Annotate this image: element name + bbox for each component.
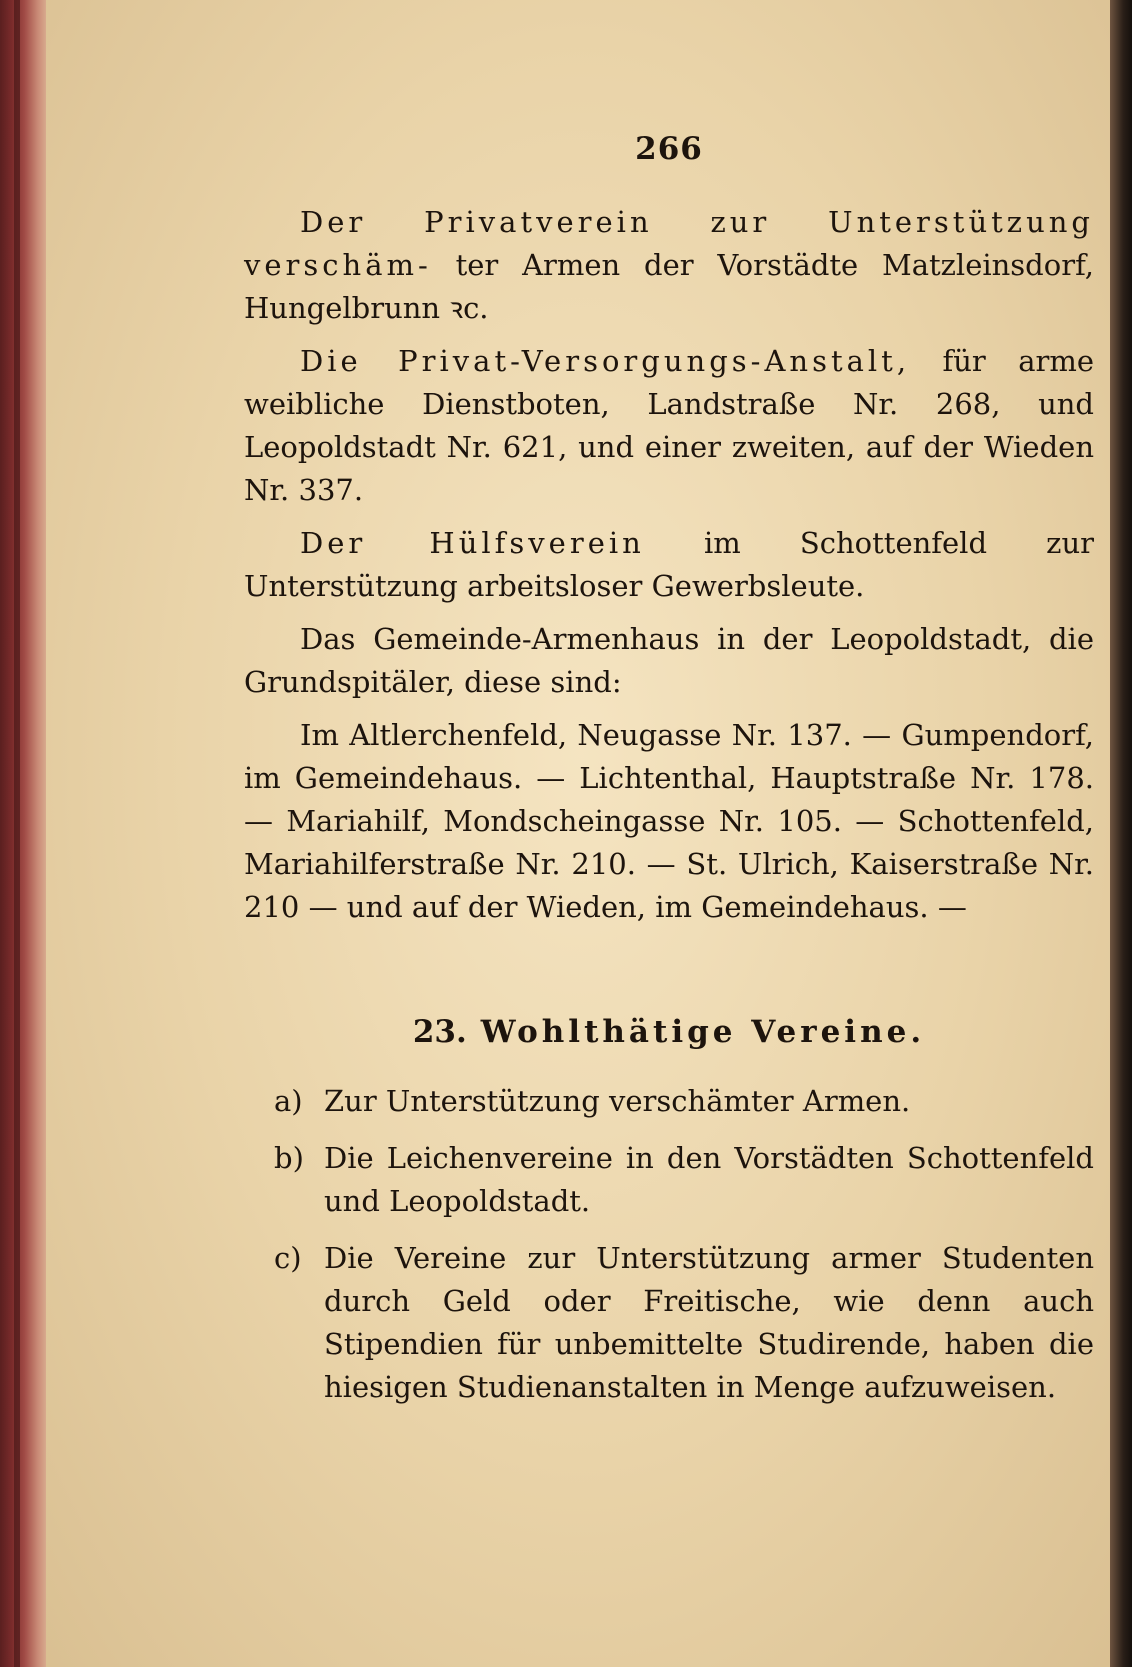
paragraph-text: ter Armen der Vorstädte Matzleinsdorf, Hungelbrunn ꝛc. [244, 248, 1094, 325]
list-item [274, 1137, 1094, 1223]
list-item [274, 1237, 1094, 1409]
paragraph-text: im Schottenfeld zur Unterstützung arbeitsloser Gewerbsleute. [244, 526, 1094, 603]
paragraph-huelfsverein [244, 522, 1094, 608]
emphasized-term: Der Hülfsverein [300, 526, 645, 560]
paragraph-text: Das Gemeinde-Armenhaus in der Leopoldstadt, die Grundspitäler, diese sind: [244, 622, 1094, 699]
paragraph-versorgungs-anstalt [244, 340, 1094, 512]
list-item-label: c) [274, 1241, 302, 1275]
binding-stripe [14, 0, 20, 1667]
paragraph-privatverein [244, 201, 1094, 330]
paragraph-grundspitaeler-list [244, 714, 1094, 929]
list-item-text: Die Vereine zur Unterstützung armer Studenten durch Geld oder Freitische, wie denn auch Stipendien für unbemittelte Studirende, haben die hiesigen Studienanstalten in Menge aufzuweisen. [324, 1241, 1094, 1404]
section-heading [244, 1011, 1094, 1054]
list-item [274, 1080, 1094, 1123]
emphasized-term: Der Privatverein zur Unterstützung verschäm- [244, 205, 1094, 282]
paragraph-text: für arme weibliche Dienstboten, Landstraße Nr. 268, und Leopoldstadt Nr. 621, und einer zweiten, auf der Wieden Nr. 337. [244, 344, 1095, 507]
section-number: 23. [412, 1014, 467, 1050]
list-item-text: Zur Unterstützung verschämter Armen. [324, 1084, 911, 1118]
page-number: 266 [635, 131, 703, 167]
list-item-text: Die Leichenvereine in den Vorstädten Schottenfeld und Leopoldstadt. [324, 1141, 1094, 1218]
list-item-label: a) [274, 1084, 303, 1118]
section-title: Wohlthätige Vereine. [480, 1014, 926, 1050]
page-edge-shadow [1110, 0, 1132, 1667]
paragraph-text: Im Altlerchenfeld, Neugasse Nr. 137. — Gumpendorf, im Gemeindehaus. — Lichtenthal, Hauptstraße Nr. 178. — Mariahilf, Mondscheingasse Nr. 105. — Schottenfeld, Mariahilferstraße Nr. 210. — St. Ulrich, Kaiserstraße Nr. 210 — und auf der Wieden, im Gemeindehaus. — [244, 718, 1094, 924]
emphasized-term: Die Privat-Versorgungs-Anstalt, [300, 344, 911, 378]
paragraph-armenhaus [244, 618, 1094, 704]
list-item-label: b) [274, 1141, 304, 1175]
page-text [244, 118, 1094, 1423]
